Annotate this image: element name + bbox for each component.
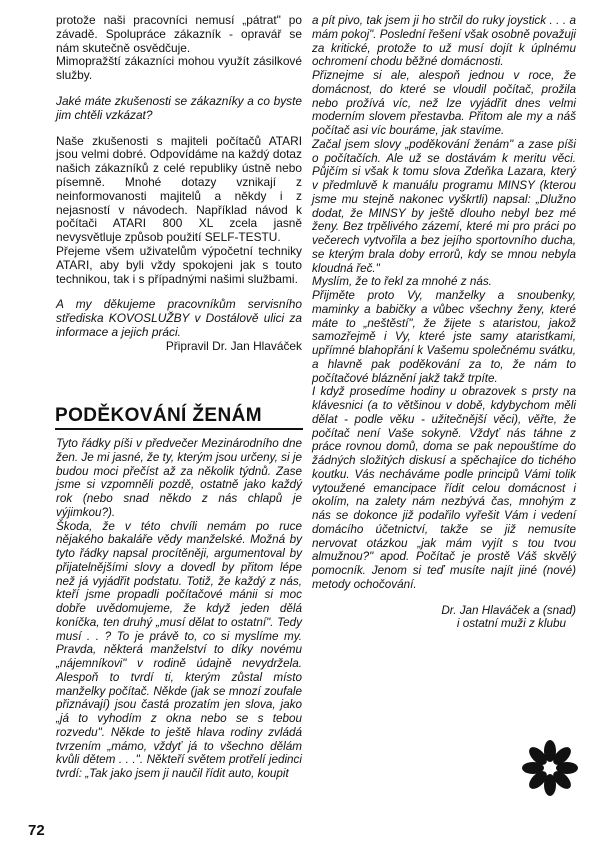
- paragraph: Přiznejme si ale, alespoň jednou v roce, že domácnost, do které se vloudil počítač, prožila nebo prožívá víc, než lze vyjádřit dnes velmi moderním slovem přestavba. Přitom ale my a náš počítač asi víc bouráme, jak stavíme.: [312, 69, 576, 137]
- paragraph: Začal jsem slovy „poděkování ženám" a zase píši o počítačích. Ale už se dostávám k meritu věci. Půjčím si však k tomu slova Zdeňka Lazara, který v předmluvě k manuálu programu MINSY (kterou jsme mu stejně nakonec vyškrtli) napsal: „Dlužno dodat, že MINSY by ještě dlouho nebyl bez mé ženy. Bez trpělivého zázemí, které mi pro práci po večerech vytvořila a bez jejího sportovního ducha, se kterým brala doby errorů, kdy se mnou nebyla kloudná řeč.": [312, 137, 576, 275]
- right-column: [312, 14, 576, 631]
- prepared-by: Připravil Dr. Jan Hlaváček: [165, 338, 302, 353]
- paragraph: a pít pivo, tak jsem ji ho strčil do ruky joystick . . . a mám pokoj". Poslední řešení však osobně považuji za kritické, protože to už musí dojít k úplnému ochromení chodu běžné domácnosti.: [312, 14, 577, 69]
- left-column-top: [56, 14, 302, 354]
- paragraph: Mimopražští zákazníci mohou využít zásilkové služby.: [56, 54, 302, 83]
- paragraph: Přejeme všem uživatelům výpočetní techniky ATARI, aby byli vždy spokojeni jak s touto technikou, tak i s případnými našimi službami.: [56, 243, 302, 286]
- paragraph: Naše zkušenosti s majiteli počítačů ATARI jsou velmi dobré. Odpovídáme na každý dotaz našich zákazníků z celé republiky ústně nebo písemně. Mnohé dotazy vznikají z neinformovanosti majitelů a někdy i z nejasností v návodech. Například návod k počítači ATARI 800 XL zcela jasně nevysvětluje způsob použití SELF-TESTU.: [56, 133, 302, 245]
- interview-question: Jaké máte zkušenosti se zákazníky a co byste jim chtěli vzkázat?: [56, 93, 302, 122]
- signature-line: Dr. Jan Hlaváček a (snad): [441, 603, 576, 617]
- paragraph: protože naši pracovníci nemusí „pátrat" po závadě. Spolupráce zákazník - opravář se nám skutečně osvědčuje.: [56, 13, 302, 55]
- page-number: 72: [28, 822, 45, 839]
- paragraph: Tyto řádky píši v předvečer Mezinárodního dne žen. Je mi jasné, že ty, kterým jsou určeny, si je budou moci přečíst až za několik týdnů. Zase jsme si vzpomněli pozdě, ostatně jako každý rok (nebo snad někdo z nás chlapů je výjimkou?).: [56, 437, 302, 519]
- paragraph: I když prosedíme hodiny u obrazovek s prsty na klávesnici (a to většinou v době, kdybychom měli dělat - podle věku - užitečnější věci), věřte, že počítač není Vaše sokyně. Vždyť nás táhne z práce rovnou domů, doma se pak nepouštíme do žádných složitých diskusí a spěchajíce do tichého koutku. Vás necháváme podle principů Vámi tolik vytoužené emancipace řídit celou domácnost i okolím, na zalety nám nezbývá čas, mnohým z nás se dokonce již podařilo vyřešit Vám i vedení domácího účetnictví, takže se již nemusíte nervovat otázkou „jak mám vyjít s tou tvou almužnou?" apod. Počítač je prostě Váš skvělý pomocník. Jenom si teď musíte najít jiné (nové) metody ochočování.: [312, 385, 576, 591]
- left-column-bottom: [56, 437, 302, 781]
- heading-rule: [55, 428, 303, 430]
- article-heading: PODĚKOVÁNÍ ŽENÁM: [55, 405, 262, 426]
- paragraph: Myslím, že to řekl za mnohé z nás.: [312, 275, 492, 289]
- signature-line: i ostatní muži z klubu: [456, 617, 566, 631]
- flower-icon: [522, 738, 578, 798]
- thanks-paragraph: A my děkujeme pracovníkům servisního střediska KOVOSLUŽBY v Dostálově ulici za informace a jejich práci.: [56, 297, 302, 339]
- paragraph: Škoda, že v této chvíli nemám po ruce nějakého bakaláře vědy manželské. Možná by tyto řádky napsal procítěněji, argumentoval by přijatelnějšími slovy a dovedl by přitom lépe než já vyjádřit podstatu. Totiž, že každý z nás, kteří jsme propadli počítačové mánii si moc dobře uvědomujeme, že když jeden dělá koníčka, ten druhý „musí dělat to ostatní". Tedy musí . . ? To je právě to, co si myslíme my. Pravda, některá manželství to díky novému „nájemníkovi" v rodině údajně nevydržela. Alespoň to tvrdí ti, kterým zůstal místo manželky počítač. Někde (jak se mnozí zoufale přiznávají) jsou častá prozatím jen slova, jako „já to vyhodím z okna nebo se s tebou rozvedu". Někde to ještě hlava rodiny zvládá tvrzením „mámo, vždyť já to všechno dělám kvůli dětem . . .". Někteří světem protřelí jedinci tvrdí: „Tak jako jsem ji naučil řídit auto, koupit: [56, 519, 302, 780]
- paragraph: Přijměte proto Vy, manželky a snoubenky, maminky a babičky a vůbec všechny ženy, které máte to „neštěstí", že žijete s ataristou, jakož samozřejmě i Vy, které jste samy ataristkami, upřímné blahopřání k Vašemu společnému svátku, a hlavně pak poděkování za to, že nám to počítačové bláznění jakž takž trpíte.: [312, 289, 576, 385]
